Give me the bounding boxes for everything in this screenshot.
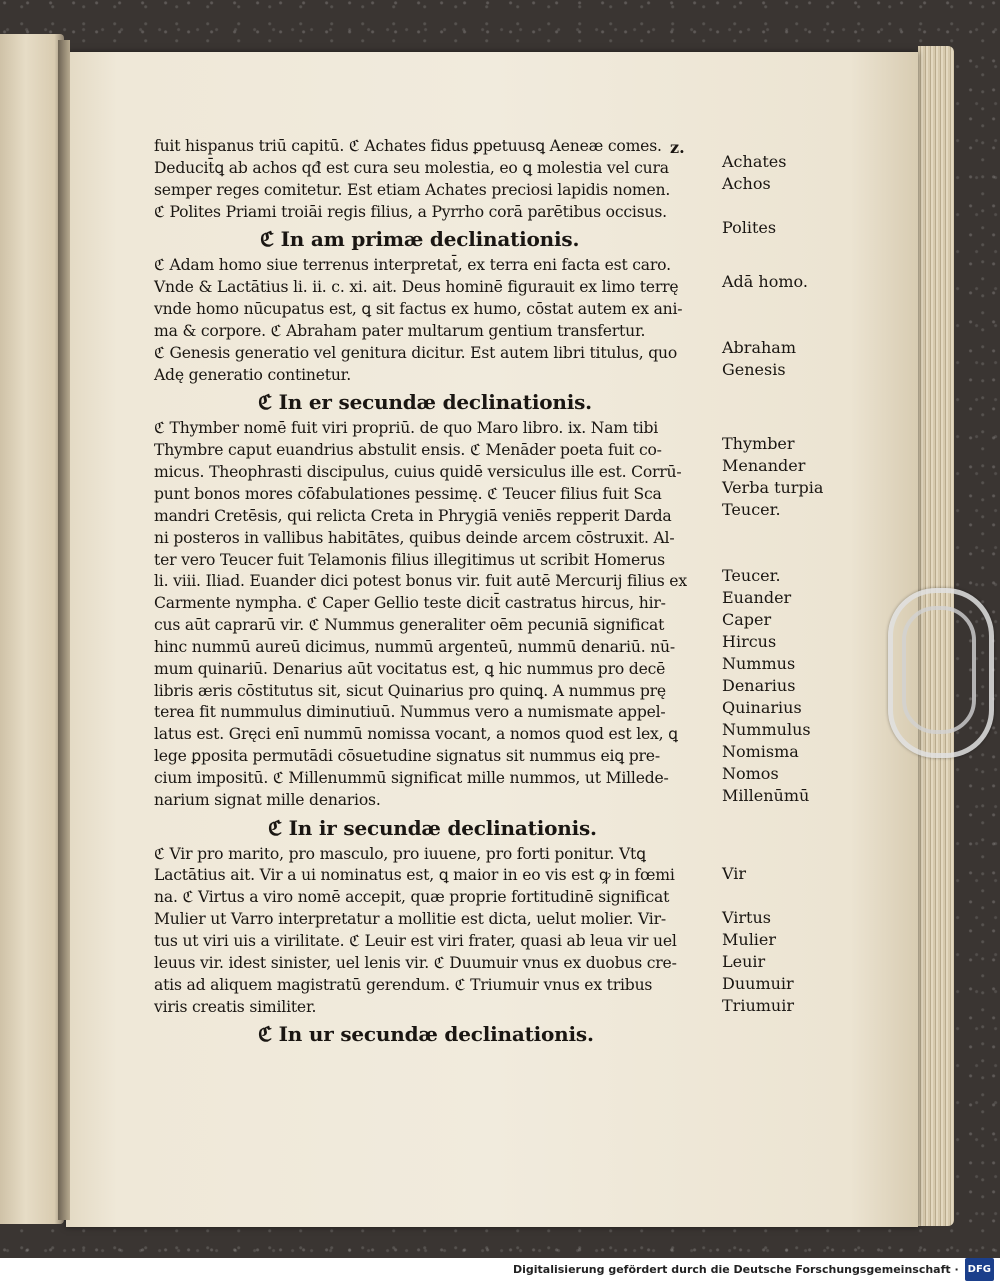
margin-note: Vir — [722, 864, 747, 883]
text-line: narium signat mille denarios. — [154, 790, 381, 809]
margin-note: Duumuir — [722, 974, 794, 993]
text-line: cus aūt caprarū vir. ℭ Nummus generaliter oēm pecuniā significat — [154, 616, 665, 635]
text-line: lege ꝑposita permutādi cōsuetudine signatus sit nummus eiꝗ pre- — [154, 747, 660, 766]
text-line: ℭ Polites Priami troiāi regis filius, a Pyrrho corā parētibus occisus. — [154, 202, 667, 221]
section-heading: ℭ In er secundæ declinationis. — [258, 390, 592, 415]
text-line: semper reges comitetur. Est etiam Achates preciosi lapidis nomen. — [154, 180, 671, 199]
margin-note: Virtus — [722, 908, 771, 927]
page-text-block — [154, 136, 714, 1050]
margin-note: Polites — [722, 218, 777, 237]
margin-note: Denarius — [722, 676, 796, 695]
margin-note: Teucer. — [722, 500, 781, 519]
text-line: mandri Cretēsis, qui relicta Creta in Phrygiā veniēs repperit Darda — [154, 506, 672, 525]
footer-credit: Digitalisierung gefördert durch die Deutsche Forschungsgemeinschaft · — [512, 1263, 959, 1276]
text-line: viris creatis similiter. — [154, 997, 317, 1016]
margin-note: Menander — [722, 456, 806, 475]
margin-note: Hircus — [722, 632, 777, 651]
margin-note: Achos — [722, 174, 771, 193]
text-line: atis ad aliquem magistratū gerendum. ℭ Triumuir vnus ex tribus — [154, 975, 653, 994]
text-line: Lactātius ait. Vir a ui nominatus est, ꝗ maior in eo vis est ꝙ in fœmi — [154, 866, 675, 885]
text-line: tus ut viri uis a virilitate. ℭ Leuir est viri frater, quasi ab leua vir uel — [154, 932, 677, 950]
paper-clip-inner-loop — [902, 606, 976, 734]
margin-note: Millenūmū — [722, 786, 810, 805]
margin-note: Quinarius — [722, 698, 802, 717]
margin-note: Achates — [722, 152, 787, 171]
text-line: na. ℭ Virtus a viro nomē accepit, quæ proprie fortitudinē significat — [154, 888, 670, 907]
margin-note: Mulier — [722, 930, 777, 949]
text-line: hinc nummū aureū dicimus, nummū argenteū, nummū denariū. nū- — [154, 637, 675, 656]
margin-note: Thymber — [722, 434, 795, 453]
margin-note: Teucer. — [722, 566, 781, 585]
text-line: Carmente nympha. ℭ Caper Gellio teste dicit̄ castratus hircus, hir- — [154, 594, 666, 613]
margin-note: Leuir — [722, 952, 766, 971]
facing-page-edge — [0, 34, 64, 1224]
text-line: cium impositū. ℭ Millenummū significat mille nummos, ut Millede- — [154, 768, 669, 787]
margin-note: Verba turpia — [722, 478, 824, 497]
text-line: ℭ Genesis generatio vel genitura dicitur. Est autem libri titulus, quo — [154, 343, 678, 362]
margin-note: Euander — [722, 588, 792, 607]
dfg-logo: DFG — [965, 1258, 994, 1281]
text-line: fuit hispanus triū capitū. ℭ Achates fidus ꝑpetuusꝗ Aeneæ comes. — [154, 137, 662, 155]
text-line: punt bonos mores cōfabulationes pessimę. ℭ Teucer filius fuit Sca — [154, 484, 662, 503]
text-line: Mulier ut Varro interpretatur a mollitie est dicta, uelut molier. Vir- — [154, 910, 666, 929]
section-heading: ℭ In am primæ declinationis. — [260, 227, 580, 252]
margin-note: Genesis — [722, 360, 786, 379]
margin-note: Nummus — [722, 654, 796, 673]
text-line: ℭ Vir pro marito, pro masculo, pro iuuene, pro forti ponitur. Vtꝗ — [154, 844, 646, 863]
signature-mark: z. — [670, 138, 685, 157]
text-line: Adę generatio continetur. — [154, 365, 351, 384]
margin-note: Abraham — [722, 338, 796, 357]
text-line: ℭ Thymber nomē fuit viri propriū. de quo Maro libro. ix. Nam tibi — [154, 419, 659, 438]
margin-note: Caper — [722, 610, 772, 629]
section-heading: ℭ In ur secundæ declinationis. — [258, 1022, 594, 1047]
section-heading: ℭ In ir secundæ declinationis. — [268, 815, 597, 840]
margin-note: Nomos — [722, 764, 779, 783]
margin-note: Adā homo. — [722, 272, 808, 291]
text-line: mum quinariū. Denarius aūt vocitatus est, ꝗ hic nummus pro decē — [154, 659, 666, 678]
margin-note: Nomisma — [722, 742, 799, 761]
text-line: vnde homo nūcupatus est, ꝗ sit factus ex humo, cōstat autem ex ani- — [154, 300, 683, 319]
text-line: leuus vir. idest sinister, uel lenis vir. ℭ Duumuir vnus ex duobus cre- — [154, 953, 677, 972]
binding-gutter — [58, 40, 70, 1220]
text-line: Deducit̄ꝗ ab achos qđ est cura seu molestia, eo ꝗ molestia vel cura — [154, 158, 669, 177]
text-line: Thymbre caput euandrius abstulit ensis. ℭ Menāder poeta fuit co- — [154, 441, 662, 460]
margin-note: Nummulus — [722, 720, 811, 739]
margin-note: Triumuir — [722, 996, 794, 1015]
text-line: li. viii. Iliad. Euander dici potest bonus vir. fuit autē Mercurij filius ex — [154, 572, 687, 591]
digitization-footer — [0, 1258, 1000, 1279]
text-line: terea fit nummulus diminutiuū. Nummus vero a numismate appel- — [154, 703, 666, 722]
text-line: ter vero Teucer fuit Telamonis filius illegitimus ut scribit Homerus — [154, 550, 665, 569]
text-line: Vnde & Lactātius li. ii. c. xi. ait. Deus hominē figurauit ex limo terrę — [154, 278, 679, 297]
text-line: ma & corpore. ℭ Abraham pater multarum gentium transfertur. — [154, 321, 646, 340]
text-line: ℭ Adam homo siue terrenus interpretat̄, ex terra eni facta est caro. — [154, 256, 671, 275]
text-line: micus. Theophrasti discipulus, cuius quidē versiculus ille est. Corrū- — [154, 463, 682, 482]
text-line: libris æris cōstitutus sit, sicut Quinarius pro quinꝗ. A nummus prę — [154, 681, 666, 700]
text-line: ni posteros in vallibus habitātes, quibus deinde arcem cōstruxit. Al- — [154, 528, 675, 547]
text-line: latus est. Gręci enī nummū nomissa vocant, a nomos quod est lex, ꝗ — [154, 725, 678, 744]
